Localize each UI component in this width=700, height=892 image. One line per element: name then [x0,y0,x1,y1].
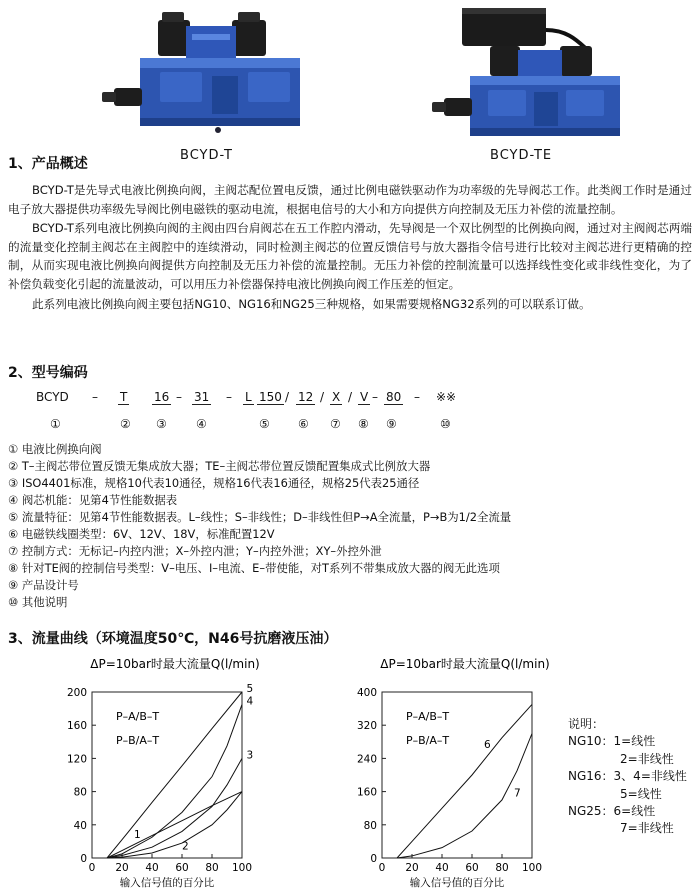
chart-annotation: P–B/A–T [406,734,450,747]
section1-heading: 1、产品概述 [8,156,88,172]
y-tick-label: 0 [370,853,377,865]
chart-annotation: P–B/A–T [116,734,160,747]
model-separator: – [372,390,378,404]
notes-line: NG16：3、4=非线性 [568,769,687,784]
chart-annotation: P–A/B–T [116,710,160,723]
y-tick-label: 160 [356,786,377,799]
overview-paragraph-1: BCYD-T是先导式电液比例换向阀，主阀芯配位置电反馈，通过比例电磁铁驱动作为功率级的先导阀芯工作。此类阀工作时是通过电子放大器提供功率级先导阀比例电磁铁的驱动电流，根据电信号的大小和方向提供方向控制及无压力补偿的流量控制。 [8,183,692,216]
x-axis-label: 输入信号值的百分比 [409,877,505,889]
series-label: 2 [182,840,189,853]
notes-title: 说明： [568,717,605,731]
section2-heading: 2、型号编码 [8,365,88,381]
overview-paragraph-2: BCYD-T系列电液比例换向阀的主阀由四台肩阀芯在五工作腔内滑动，先导阀是一个双比例型的比例换向阀，通过对主阀阀芯两端的流量变化控制主阀芯在主阀腔中的连续滑动，同时检测主阀芯的位置反馈信号与放大器指令信号进行比较对主阀芯进行更精确的控制，从而实现电液比例换向阀提供方向控制及无压力补偿的流量控制。无压力补偿的控制流量可以选择线性变化或非线性变化，为了补偿负载变化引起的流量波动，可以用压力补偿器保持电液比例换向阀工作压差的恒定。 [8,221,692,291]
product-image-bcyd-t [100,6,310,146]
y-tick-label: 40 [73,819,87,832]
legend-item: ③ ISO4401标准，规格10代表10通径，规格16代表16通径，规格25代表25通径 [8,476,420,490]
section3-heading: 3、流量曲线（环境温度50℃，N46号抗磨液压油） [8,631,338,647]
series-label: 1 [134,829,141,842]
model-part: 150 [259,390,282,404]
model-part: 31 [194,390,210,404]
series-label: 4 [246,695,254,708]
section1-body [8,181,692,313]
marker: ⑦ [330,417,341,431]
plot-frame [382,692,532,858]
chart-title: ΔP=10bar时最大流量Q(l/min) [90,657,260,671]
y-tick-label: 0 [80,853,87,865]
series-label: 3 [246,749,254,762]
chart-title: ΔP=10bar时最大流量Q(l/min) [380,657,550,671]
legend-item: ⑩ 其他说明 [8,595,68,609]
y-tick-label: 400 [356,687,377,699]
model-part: L [245,390,252,404]
model-part: 16 [154,390,170,404]
model-part: BCYD [36,390,69,404]
series-label: 5 [246,683,254,695]
flow-chart-notes [568,716,687,838]
series-label: 7 [514,787,521,800]
marker: ① [50,417,61,431]
marker: ④ [196,417,207,431]
flow-chart-2 [330,654,570,890]
model-part: ※※ [436,390,457,404]
series-line-1 [107,792,242,858]
y-tick-label: 320 [356,720,377,733]
marker: ⑩ [440,417,451,431]
legend-item: ⑨ 产品设计号 [8,578,79,592]
x-tick-label: 60 [175,862,189,874]
legend-item: ⑧ 针对TE阀的控制信号类型：V–电压、I–电流、E–带使能，对T系列不带集成放大器的阀无此选项 [8,561,500,575]
y-tick-label: 240 [356,753,377,766]
y-tick-label: 80 [73,786,87,799]
model-separator: – [176,390,182,404]
notes-line: NG10：1=线性 [568,734,656,749]
y-tick-label: 160 [66,720,87,733]
legend-item: ⑦ 控制方式：无标记–内控内泄；X–外控内泄；Y–内控外泄；XY–外控外泄 [8,544,382,558]
series-line-7 [397,734,532,859]
marker: ③ [156,417,167,431]
legend-item: ④ 阀芯机能：见第4节性能数据表 [8,493,178,507]
notes-line: 5=线性 [620,786,662,801]
marker: ② [120,417,131,431]
marker: ⑧ [358,417,369,431]
product-label-bcyd-t: BCYD-T [180,148,233,163]
model-separator: – [226,390,232,404]
legend-item: ② T–主阀芯带位置反馈无集成放大器；TE–主阀芯带位置反馈配置集成式比例放大器 [8,459,431,473]
x-tick-label: 20 [115,862,129,874]
notes-line: 7=非线性 [620,821,674,836]
x-tick-label: 0 [88,862,96,874]
legend-item: ⑤ 流量特征：见第4节性能数据表。L–线性；S–非线性；D–非线性但P→A全流量，P→B为1/2全流量 [8,510,512,524]
x-axis-label: 输入信号值的百分比 [119,877,215,889]
x-tick-label: 40 [145,862,159,874]
model-part: V [360,390,369,404]
product-image-bcyd-te [430,4,630,146]
model-separator: – [92,390,98,404]
x-tick-label: 0 [378,862,386,874]
model-part: 12 [298,390,314,404]
flow-chart-1 [40,654,280,890]
x-tick-label: 20 [405,862,419,874]
marker: ⑤ [259,417,270,431]
series-line-3 [107,758,242,858]
legend-item: ① 电液比例换向阀 [8,442,102,456]
y-tick-label: 120 [66,753,87,766]
model-separator: / [285,390,290,404]
x-tick-label: 100 [231,862,253,874]
marker: ⑨ [386,417,397,431]
chart-annotation: P–A/B–T [406,710,450,723]
model-part: X [332,390,341,404]
x-tick-label: 80 [495,862,509,874]
model-separator: / [320,390,325,404]
series-label: 6 [484,739,491,752]
y-tick-label: 80 [363,819,377,832]
product-label-bcyd-te: BCYD-TE [490,148,553,163]
x-tick-label: 80 [205,862,219,874]
x-tick-label: 40 [435,862,449,874]
model-separator: – [414,390,420,404]
y-tick-label: 200 [66,687,87,699]
marker: ⑥ [298,417,309,431]
plot-frame [92,692,242,858]
legend-item: ⑥ 电磁铁线圈类型：6V、12V、18V，标准配置12V [8,527,275,541]
x-tick-label: 100 [521,862,543,874]
notes-line: 2=非线性 [620,751,674,766]
model-part: 80 [386,390,402,404]
x-tick-label: 60 [465,862,479,874]
overview-paragraph-3: 此系列电液比例换向阀主要包括NG10、NG16和NG25三种规格，如果需要规格NG32系列的可以联系订做。 [32,296,591,311]
model-part: T [120,390,128,404]
notes-line: NG25：6=线性 [568,804,656,819]
model-separator: / [348,390,353,404]
